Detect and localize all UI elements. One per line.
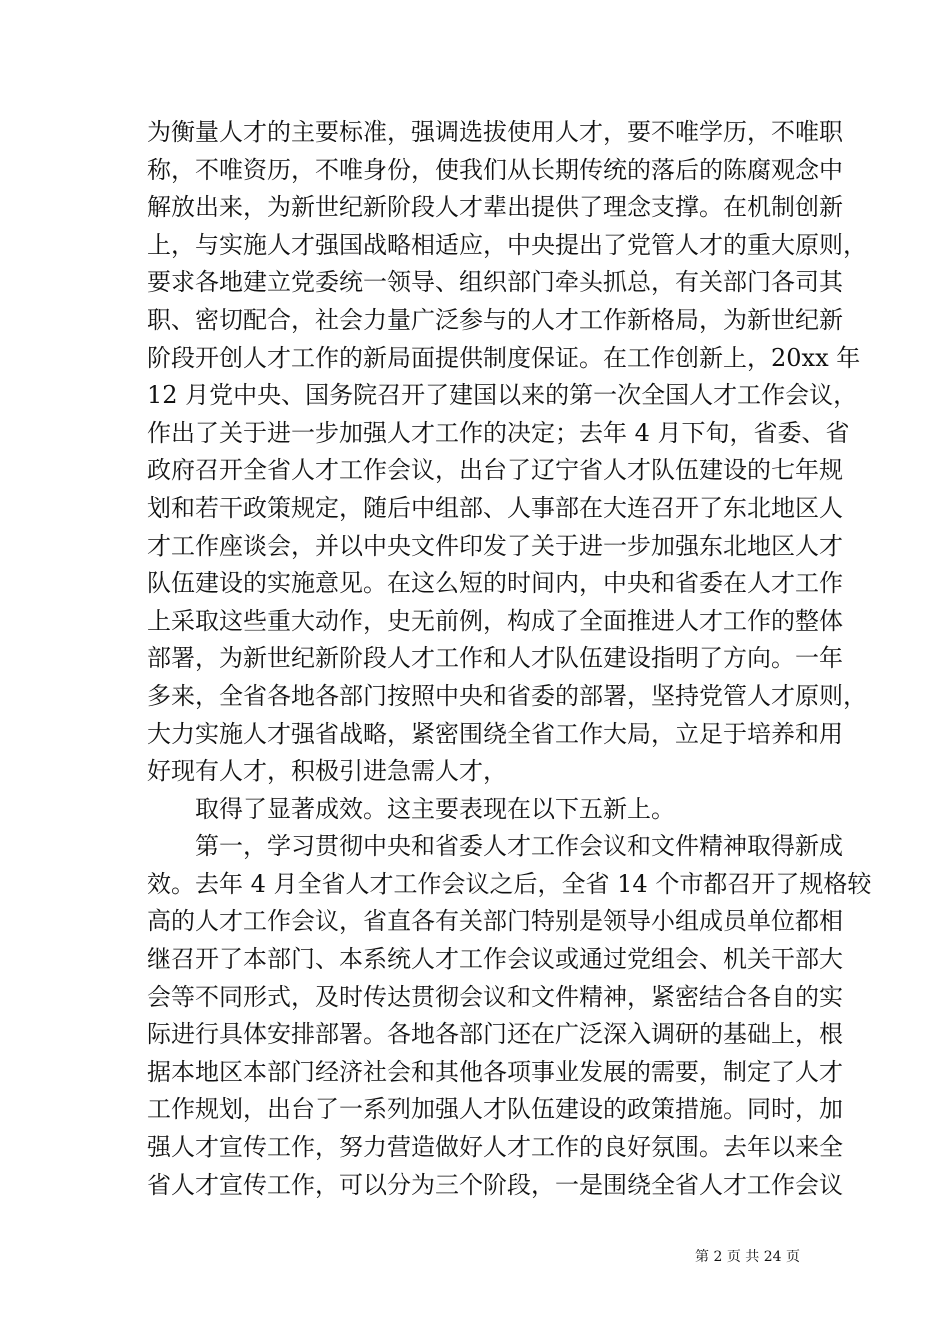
text-line: 继召开了本部门、本系统人才工作会议或通过党组会、机关干部大 (147, 945, 843, 974)
text-line: 作出了关于进一步加强人才工作的决定；去年 4 月下旬，省委、省 (147, 418, 850, 447)
body-text (147, 114, 872, 1204)
text-line: 部署，为新世纪新阶段人才工作和人才队伍建设指明了方向。一年 (147, 644, 843, 673)
text-line: 据本地区本部门经济社会和其他各项事业发展的需要，制定了人才 (147, 1057, 843, 1086)
text-line: 第一，学习贯彻中央和省委人才工作会议和文件精神取得新成 (195, 832, 843, 861)
text-line: 高的人才工作会议，省直各有关部门特别是领导小组成员单位都相 (147, 907, 843, 936)
text-line: 才工作座谈会，并以中央文件印发了关于进一步加强东北地区人才 (147, 531, 843, 560)
text-line: 要求各地建立党委统一领导、组织部门牵头抓总，有关部门各司其 (147, 268, 843, 297)
page-number: 第 2 页 共 24 页 (695, 1249, 800, 1265)
text-line: 大力实施人才强省战略，紧密围绕全省工作大局，立足于培养和用 (147, 719, 843, 748)
text-line: 多来，全省各地各部门按照中央和省委的部署，坚持党管人才原则， (147, 681, 867, 710)
text-line: 好现有人才，积极引进急需人才， (147, 757, 507, 786)
text-line: 省人才宣传工作，可以分为三个阶段，一是围绕全省人才工作会议 (147, 1170, 843, 1199)
text-line: 工作规划，出台了一系列加强人才队伍建设的政策措施。同时，加 (147, 1095, 843, 1124)
text-line: 队伍建设的实施意见。在这么短的时间内，中央和省委在人才工作 (147, 569, 843, 598)
text-line: 政府召开全省人才工作会议，出台了辽宁省人才队伍建设的七年规 (147, 456, 843, 485)
text-line: 取得了显著成效。这主要表现在以下五新上。 (195, 794, 675, 823)
paragraph (147, 114, 867, 791)
paragraph (147, 828, 872, 1204)
text-line: 称，不唯资历，不唯身份，使我们从长期传统的落后的陈腐观念中 (147, 155, 843, 184)
text-line: 12 月党中央、国务院召开了建国以来的第一次全国人才工作会议， (147, 381, 858, 410)
text-line: 职、密切配合，社会力量广泛参与的人才工作新格局，为新世纪新 (147, 305, 843, 334)
text-line: 阶段开创人才工作的新局面提供制度保证。在工作创新上，20xx 年 (147, 343, 861, 372)
paragraph (147, 791, 803, 829)
text-line: 际进行具体安排部署。各地各部门还在广泛深入调研的基础上，根 (147, 1020, 843, 1049)
text-line: 效。去年 4 月全省人才工作会议之后，全省 14 个市都召开了规格较 (147, 869, 872, 898)
text-line: 强人才宣传工作，努力营造做好人才工作的良好氛围。去年以来全 (147, 1133, 843, 1162)
text-line: 为衡量人才的主要标准，强调选拔使用人才，要不唯学历，不唯职 (147, 118, 843, 146)
text-line: 划和若干政策规定，随后中组部、人事部在大连召开了东北地区人 (147, 493, 843, 522)
text-line: 解放出来，为新世纪新阶段人才辈出提供了理念支撑。在机制创新 (147, 193, 843, 222)
text-line: 会等不同形式，及时传达贯彻会议和文件精神，紧密结合各自的实 (147, 982, 843, 1011)
text-line: 上采取这些重大动作，史无前例，构成了全面推进人才工作的整体 (147, 606, 843, 635)
text-line: 上，与实施人才强国战略相适应，中央提出了党管人才的重大原则， (147, 230, 867, 259)
